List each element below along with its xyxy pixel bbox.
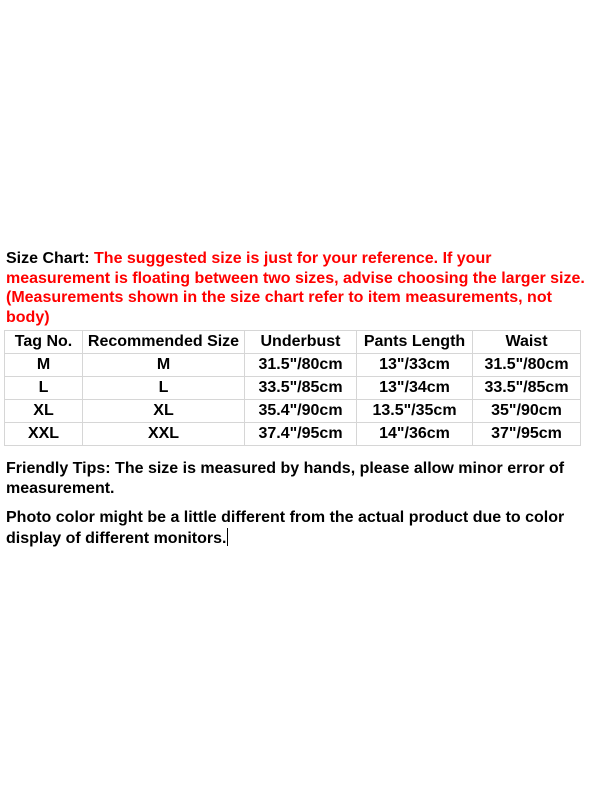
photo-color-note-text: Photo color might be a little different from the actual product due to color display of different monitors. [6, 509, 565, 547]
cell-tag-no: L [5, 377, 83, 400]
cell-underbust: 35.4"/90cm [245, 400, 357, 423]
header-waist: Waist [473, 331, 581, 354]
cell-pants-length: 13"/33cm [357, 354, 473, 377]
size-reference-note: The suggested size is just for your reference. If your measurement is floating between two sizes, advise choosing the larger size. (Measurements shown in the size chart refer to item measurements, not body) [6, 250, 585, 326]
size-table [4, 330, 581, 446]
cell-recommended-size: L [83, 377, 245, 400]
header-tag-no: Tag No. [5, 331, 83, 354]
table-row [5, 354, 581, 377]
table-row [5, 377, 581, 400]
table-row [5, 400, 581, 423]
photo-color-note [6, 508, 592, 548]
table-row [5, 423, 581, 446]
friendly-tips: Friendly Tips: The size is measured by hands, please allow minor error of measurement. [6, 460, 565, 497]
cell-pants-length: 13"/34cm [357, 377, 473, 400]
cell-tag-no: XL [5, 400, 83, 423]
cell-tag-no: XXL [5, 423, 83, 446]
cell-waist: 31.5"/80cm [473, 354, 581, 377]
cell-underbust: 31.5"/80cm [245, 354, 357, 377]
text-cursor [227, 528, 228, 546]
cell-pants-length: 13.5"/35cm [357, 400, 473, 423]
size-chart-content [6, 249, 592, 548]
table-header-row [5, 331, 581, 354]
cell-tag-no: M [5, 354, 83, 377]
header-pants-length: Pants Length [357, 331, 473, 354]
cell-waist: 33.5"/85cm [473, 377, 581, 400]
cell-pants-length: 14"/36cm [357, 423, 473, 446]
cell-underbust: 33.5"/85cm [245, 377, 357, 400]
cell-recommended-size: M [83, 354, 245, 377]
header-recommended-size: Recommended Size [83, 331, 245, 354]
cell-recommended-size: XXL [83, 423, 245, 446]
size-chart-intro [6, 249, 592, 327]
cell-waist: 37"/95cm [473, 423, 581, 446]
cell-underbust: 37.4"/95cm [245, 423, 357, 446]
header-underbust: Underbust [245, 331, 357, 354]
size-chart-label: Size Chart: [6, 250, 95, 267]
cell-recommended-size: XL [83, 400, 245, 423]
cell-waist: 35"/90cm [473, 400, 581, 423]
